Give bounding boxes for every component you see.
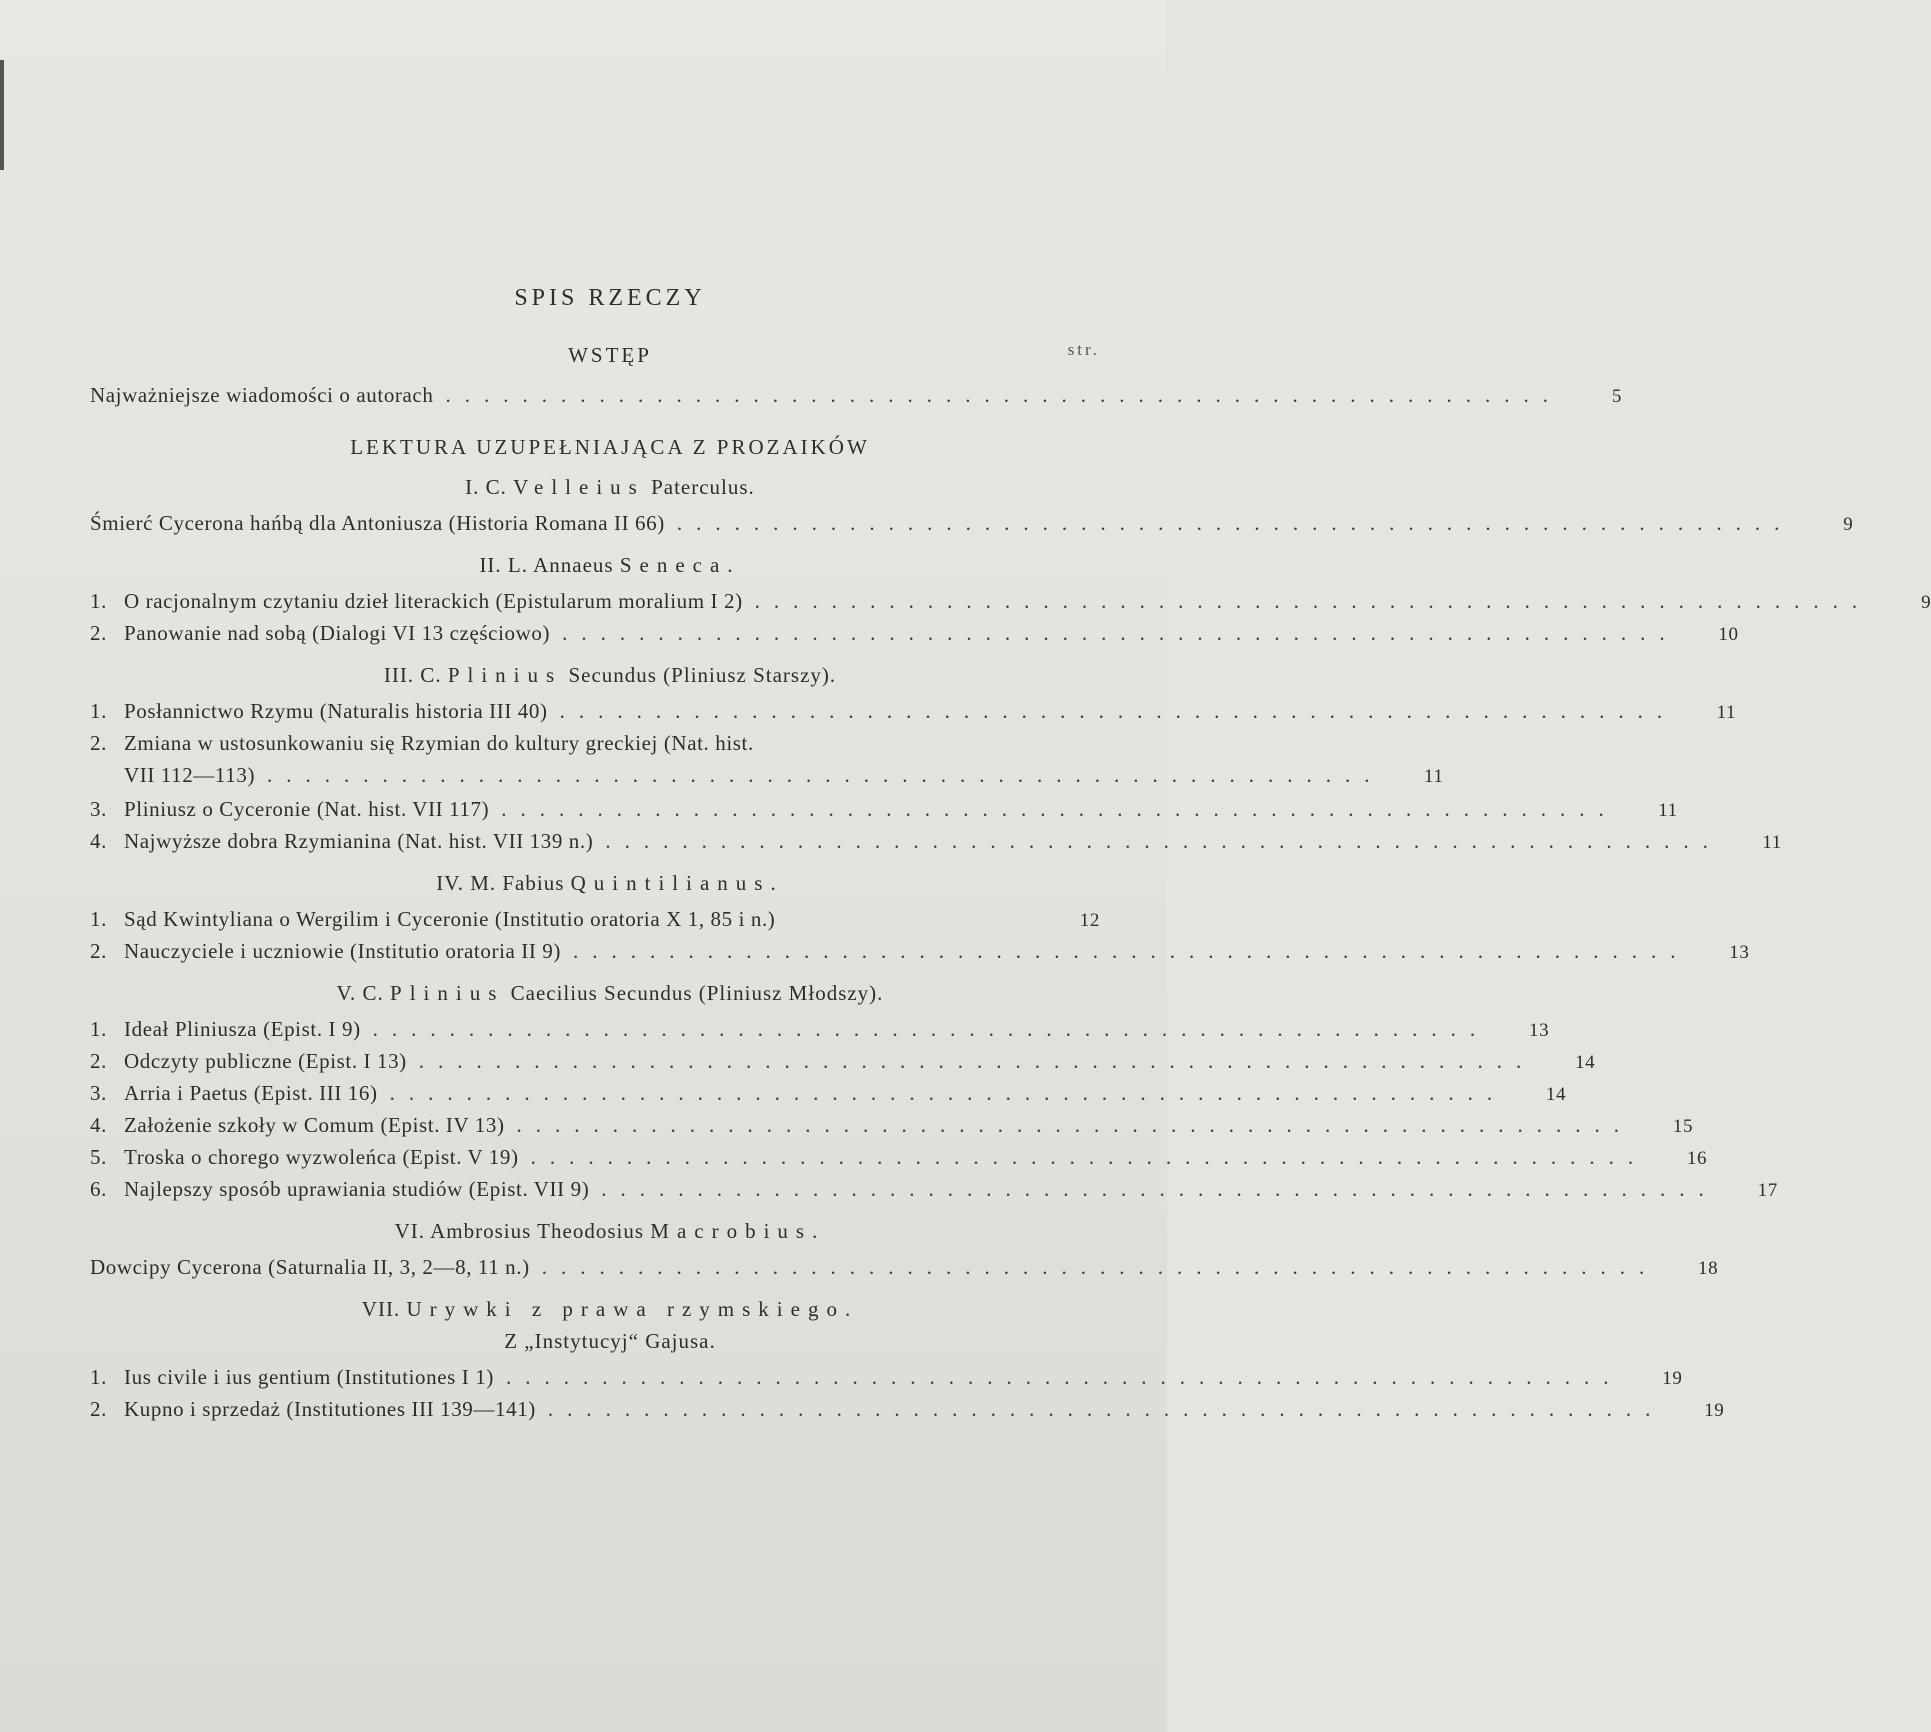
toc-entry[interactable]: 3. Arria i Paetus (Epist. III 16) .......................................................... 14 [90,1077,1100,1109]
author-heading-plinius-maior: III. C. Plinius Secundus (Pliniusz Starszy). [383,663,837,687]
toc-entry[interactable]: 6. Najlepszy sposób uprawiania studiów (Epist. VII 9) .......................................................... 17 [90,1173,1100,1205]
author-heading-plinius-minor: V. C. Plinius Caecilius Secundus (Pliniusz Młodszy). [336,981,884,1005]
section-heading-roman-law: VII. Urywki z prawa rzymskiego. [361,1297,859,1321]
section-heading-reading: LEKTURA UZUPEŁNIAJĄCA Z PROZAIKÓW [350,435,870,459]
toc-entry[interactable]: Dowcipy Cycerona (Saturnalia II, 3, 2—8, 11 n.) .......................................................... 18 [90,1251,1100,1283]
toc-entry[interactable]: 1. Ius civile i ius gentium (Institutiones I 1) .......................................................... 19 [90,1361,1100,1393]
toc-entry[interactable]: 1. Sąd Kwintyliana o Wergilim i Cyceronie (Institutio oratoria X 1, 85 i n.) 12 [90,907,1100,931]
author-heading-macrobius: VI. Ambrosius Theodosius Macrobius. [394,1219,826,1243]
sub-heading-gaius: Z „Instytucyj“ Gajusa. [504,1329,716,1353]
author-heading-seneca: II. L. Annaeus Seneca. [479,553,741,577]
toc-entry[interactable]: 4. Założenie szkoły w Comum (Epist. IV 13) .......................................................... 15 [90,1109,1100,1141]
dot-leader: .......................................................... [605,829,1722,853]
dot-leader: .......................................................... [559,699,1677,723]
toc-entry[interactable]: 3. Pliniusz o Cyceronie (Nat. hist. VII 117) .......................................................... 11 [90,793,1100,825]
toc-entry[interactable]: 1. Ideał Pliniusza (Epist. I 9) .......................................................... 13 [90,1013,1100,1045]
entry-page: 5 [1611,386,1622,407]
dot-leader: .......................................................... [418,1049,1536,1073]
toc-entry[interactable]: 2. Odczyty publiczne (Epist. I 13) .......................................................... 14 [90,1045,1100,1077]
dot-leader: .......................................................... [267,763,1384,787]
author-heading-quintilianus: IV. M. Fabius Quintilianus. [436,871,784,895]
toc-entry[interactable]: 2. Nauczyciele i uczniowie (Institutio oratoria II 9) .......................................................... 13 [90,935,1100,967]
page-title: SPIS RZECZY [514,285,706,311]
section-heading-intro: WSTĘP [568,343,652,367]
page-column-label: str. [1067,340,1100,359]
dot-leader: .......................................................... [562,621,1679,645]
dot-leader: .......................................................... [541,1255,1659,1279]
dot-leader: .......................................................... [547,1397,1665,1421]
dot-leader: .......................................................... [754,589,1872,613]
dot-leader: .......................................................... [601,1177,1718,1201]
dot-leader: .......................................................... [501,797,1618,821]
toc-entry[interactable]: 1. Posłannictwo Rzymu (Naturalis historia III 40) .......................................................... 11 [90,695,1100,727]
entry-title: Najważniejsze wiadomości o autorach [90,383,434,407]
author-heading-velleius: I. C. Velleius Paterculus. [465,475,755,499]
toc-entry[interactable]: 2. Panowanie nad sobą (Dialogi VI 13 częściowo) .......................................................... 10 [90,617,1100,649]
dot-leader: .......................................................... [372,1017,1490,1041]
dot-leader: .......................................................... [505,1365,1623,1389]
toc-entry[interactable]: 5. Troska o chorego wyzwoleńca (Epist. V 19) .......................................................... 16 [90,1141,1100,1173]
dot-leader: .......................................................... [445,383,1562,407]
dot-leader: .......................................................... [573,939,1690,963]
toc-entry[interactable]: Śmierć Cycerona hańbą dla Antoniusza (Historia Romana II 66) .......................................................... 9 [90,507,1100,539]
dot-leader: .......................................................... [389,1081,1507,1105]
toc-entry[interactable]: 1. O racjonalnym czytaniu dzieł literackich (Epistularum moralium I 2) .......................................................... 9 [90,585,1100,617]
dot-leader: .......................................................... [676,511,1794,535]
dot-leader: .......................................................... [516,1113,1634,1137]
binding-mark [0,60,4,170]
table-of-contents [90,285,1931,1425]
toc-entry[interactable]: 2. Kupno i sprzedaż (Institutiones III 139—141) .......................................................... 19 [90,1393,1100,1425]
toc-entry[interactable] [90,379,1622,411]
toc-entry[interactable]: 2. Zmiana w ustosunkowaniu się Rzymian do kultury greckiej (Nat. hist. VII 112—113) .......................................................... 11 [90,727,1100,793]
dot-leader: .......................................................... [530,1145,1648,1169]
toc-entry[interactable]: 4. Najwyższe dobra Rzymianina (Nat. hist. VII 139 n.) .......................................................... 11 [90,825,1100,857]
